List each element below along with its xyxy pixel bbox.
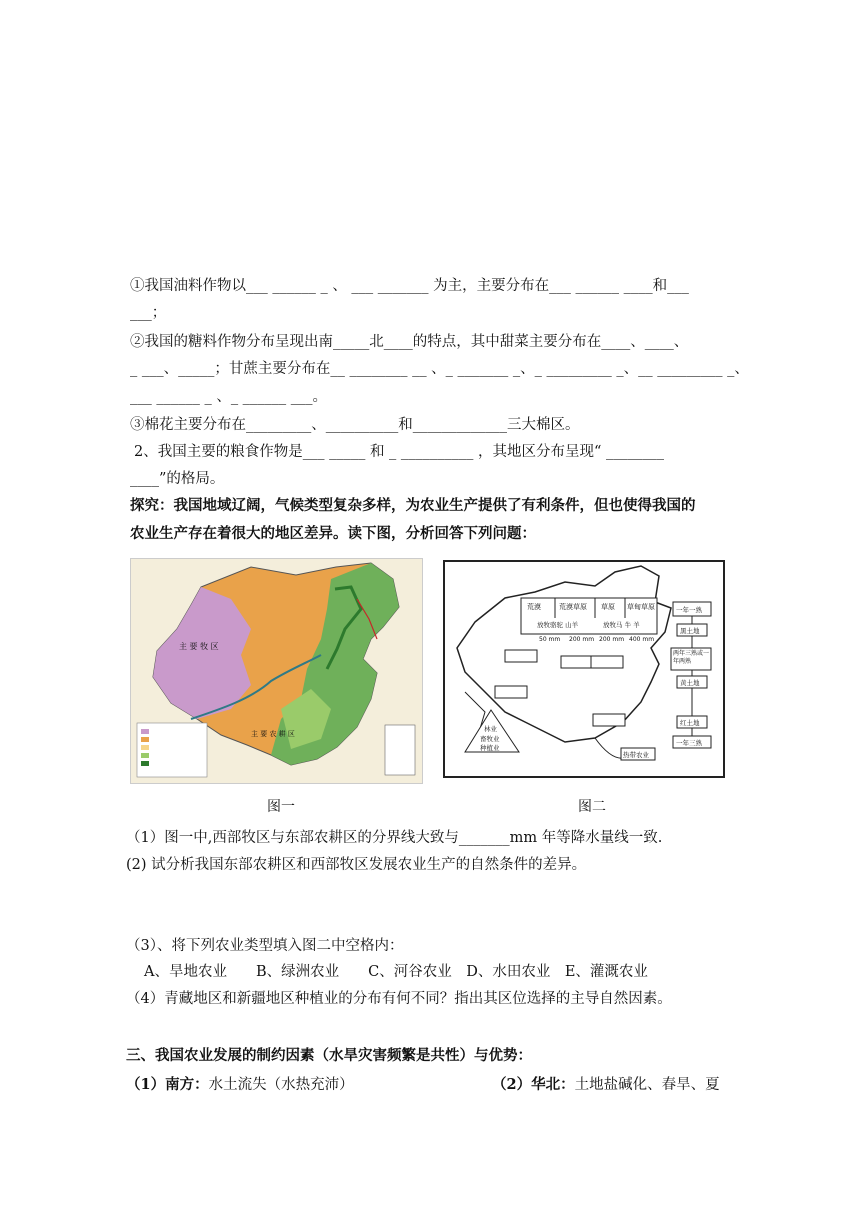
south-text: 水土流失（水热充沛） <box>208 1077 354 1093</box>
section-3-south <box>126 1075 354 1095</box>
figure-2-map <box>443 560 725 778</box>
fig2-crop3: 一年三熟 <box>676 739 702 747</box>
explore-line-1: 探究：我国地域辽阔，气候类型复杂多样，为农业生产提供了有利条件，但也使得我国的 <box>130 497 696 514</box>
fig2-crop2: 两年三熟或一年两熟 <box>673 650 710 665</box>
fig2-rain2: 200 mm <box>569 636 595 643</box>
fig2-desert-steppe: 荒漠草原 <box>559 603 587 611</box>
figure-1-caption: 图一 <box>267 799 295 815</box>
fig2-soil2: 黄土地 <box>680 679 700 687</box>
question-3: （3）、将下列农业类型填入图二中空格内： <box>126 938 404 954</box>
figure-1-map <box>130 558 423 784</box>
fill-in-line-7: 2、我国主要的粮食作物是___ _____ 和 _ __________ ，其地区分布呈现“ ________ <box>134 444 665 460</box>
fig2-pyramid-2: 畜牧业 <box>480 735 500 743</box>
fig2-rain3: 200 mm <box>599 636 625 643</box>
fill-in-line-3: ②我国的糖料作物分布呈现出南_____北____的特点，其中甜菜主要分布在____、____、 <box>130 334 689 350</box>
fill-in-line-8: ____”的格局。 <box>130 471 225 487</box>
north-china-text: 土地盐碱化、春旱、夏 <box>574 1077 720 1093</box>
fig2-soil3: 红土地 <box>680 719 700 727</box>
fig2-meadow-steppe: 草甸草原 <box>627 603 655 611</box>
fig2-tropical: 热带农业 <box>623 751 649 759</box>
fig2-pyramid-3: 种植业 <box>480 744 500 752</box>
fill-in-line-2: ___； <box>130 305 167 321</box>
explore-line-2: 农业生产存在着很大的地区差异。读下图，分析回答下列问题： <box>130 525 536 542</box>
fill-in-line-6: ③棉花主要分布在_________、__________和_____________三大棉区。 <box>130 417 580 433</box>
north-china-label: （2）华北： <box>492 1076 575 1093</box>
fig2-crop1: 一年一熟 <box>676 606 702 614</box>
fig2-rain4: 400 mm <box>629 636 655 643</box>
fig2-herd2: 放牧马 牛 羊 <box>603 621 640 629</box>
fig2-herd1: 放牧骆驼 山羊 <box>537 621 579 629</box>
fill-in-line-4: _ ___、_____；甘蔗主要分布在__ ________ __ 、_ _______ _、_ _________ _、__ _________ _、 <box>130 361 749 377</box>
fill-in-line-1: ①我国油料作物以___ ______ _ 、 ___ _______ 为主，主要分布在___ ______ ____和___ <box>130 278 689 294</box>
figure-2-caption: 图二 <box>578 799 606 815</box>
fig2-desert: 荒漠 <box>527 603 541 611</box>
section-3-heading: 三、我国农业发展的制约因素（水旱灾害频繁是共性）与优势： <box>126 1047 532 1064</box>
fig2-soil1: 黑土地 <box>680 627 700 635</box>
fig2-pyramid-1: 林业 <box>484 725 497 733</box>
map1-label-farm: 主 要 农 耕 区 <box>251 730 295 738</box>
south-label: （1）南方： <box>126 1076 209 1093</box>
section-3-north-china <box>492 1075 720 1095</box>
question-2: (2) 试分析我国东部农耕区和西部牧区发展农业生产的自然条件的差异。 <box>126 857 587 873</box>
fig2-steppe: 草原 <box>601 603 615 611</box>
question-4: （4）青藏地区和新疆地区种植业的分布有何不同？指出其区位选择的主导自然因素。 <box>126 991 672 1007</box>
fig2-rain1: 50 mm <box>539 636 561 643</box>
map1-label-pasture: 主 要 牧 区 <box>179 642 219 651</box>
question-1: （1）图一中,西部牧区与东部农耕区的分界线大致与_______mm 年等降水量线一致. <box>126 830 663 846</box>
fill-in-line-5: ___ ______ _ 、_ ______ ___。 <box>130 389 328 405</box>
question-3-options: A、旱地农业 B、绿洲农业 C、河谷农业 D、水田农业 E、灌溉农业 <box>144 964 648 980</box>
